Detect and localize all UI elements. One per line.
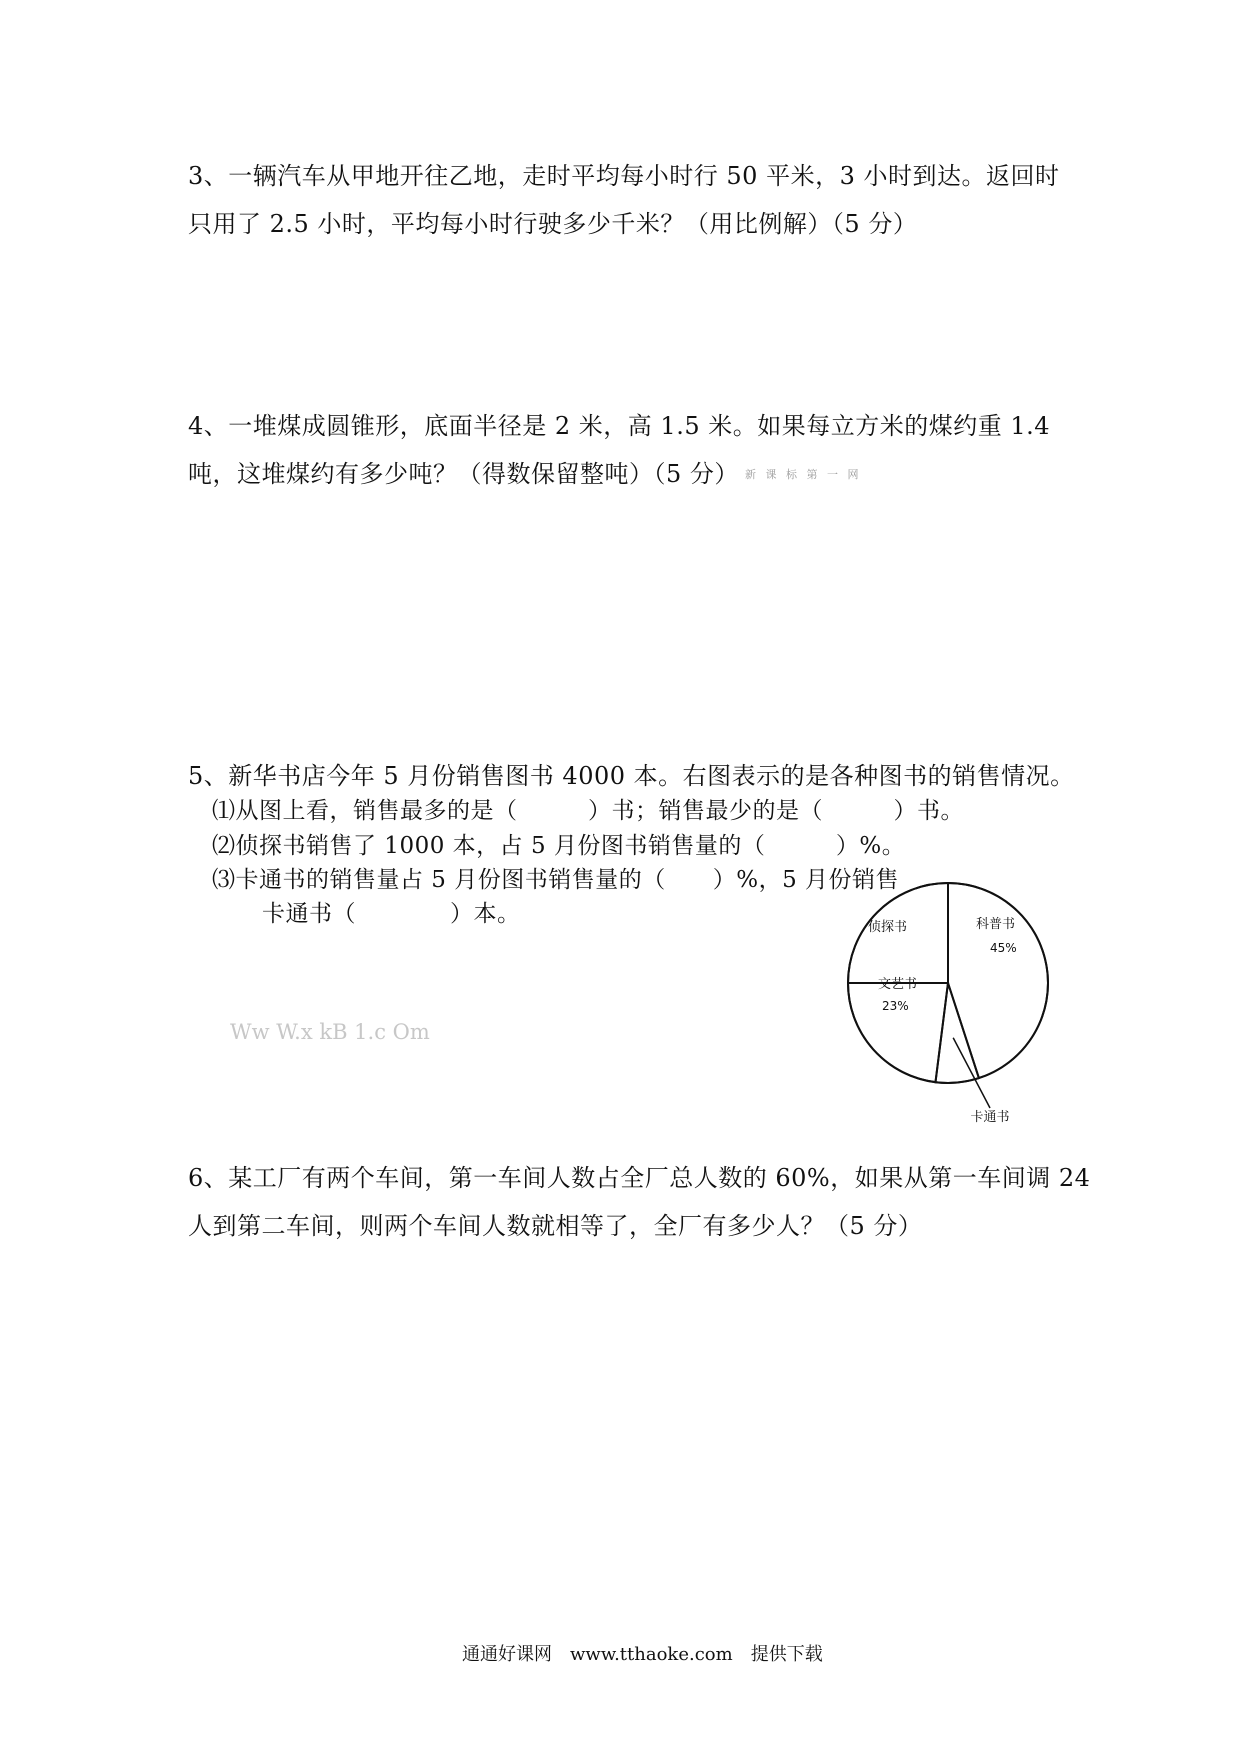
q6-line-2: 人到第二车间，则两个车间人数就相等了，全厂有多少人？（5 分） (188, 1212, 923, 1240)
q5-sub-2: ⑵侦探书销售了 1000 本，占 5 月份图书销售量的（ ）%。 (212, 833, 906, 859)
q4-line-2: 吨，这堆煤约有多少吨？（得数保留整吨）（5 分） (188, 460, 739, 488)
q3-line-2: 只用了 2.5 小时，平均每小时行驶多少千米？（用比例解）（5 分） (188, 210, 918, 238)
q5-sub-3-cont: 卡通书（ ）本。 (262, 901, 521, 927)
pie-label-3: 侦探书 (868, 920, 908, 935)
pie-value-0: 45% (990, 941, 1017, 955)
book-sales-pie-chart (845, 880, 1060, 1125)
q3-line-1: 3、一辆汽车从甲地开往乙地，走时平均每小时行 50 平米，3 小时到达。返回时 (188, 162, 1060, 190)
q5-line-1: 5、新华书店今年 5 月份销售图书 4000 本。右图表示的是各种图书的销售情况。 (188, 762, 1075, 790)
pie-label-1: 卡通书 (970, 1110, 1010, 1125)
pie-value-2: 23% (882, 999, 909, 1013)
watermark-text: Ww W.x kB 1.c Om (230, 1020, 430, 1044)
faint-watermark-note: 新 课 标 第 一 网 (745, 468, 862, 481)
q6-line-1: 6、某工厂有两个车间，第一车间人数占全厂总人数的 60%，如果从第一车间调 24 (188, 1164, 1091, 1192)
q4-line-1: 4、一堆煤成圆锥形，底面半径是 2 米，高 1.5 米。如果每立方米的煤约重 1.4 (188, 412, 1051, 440)
pie-label-0: 科普书 (976, 917, 1016, 932)
q5-sub-1: ⑴从图上看，销售最多的是（ ）书；销售最少的是（ ）书。 (212, 798, 964, 824)
q5-sub-3: ⑶卡通书的销售量占 5 月份图书销售量的（ ）%，5 月份销售 (212, 867, 900, 893)
footer-credit: 通通好课网 www.tthaoke.com 提供下载 (462, 1644, 823, 1665)
pie-label-2: 文艺书 (878, 977, 918, 992)
